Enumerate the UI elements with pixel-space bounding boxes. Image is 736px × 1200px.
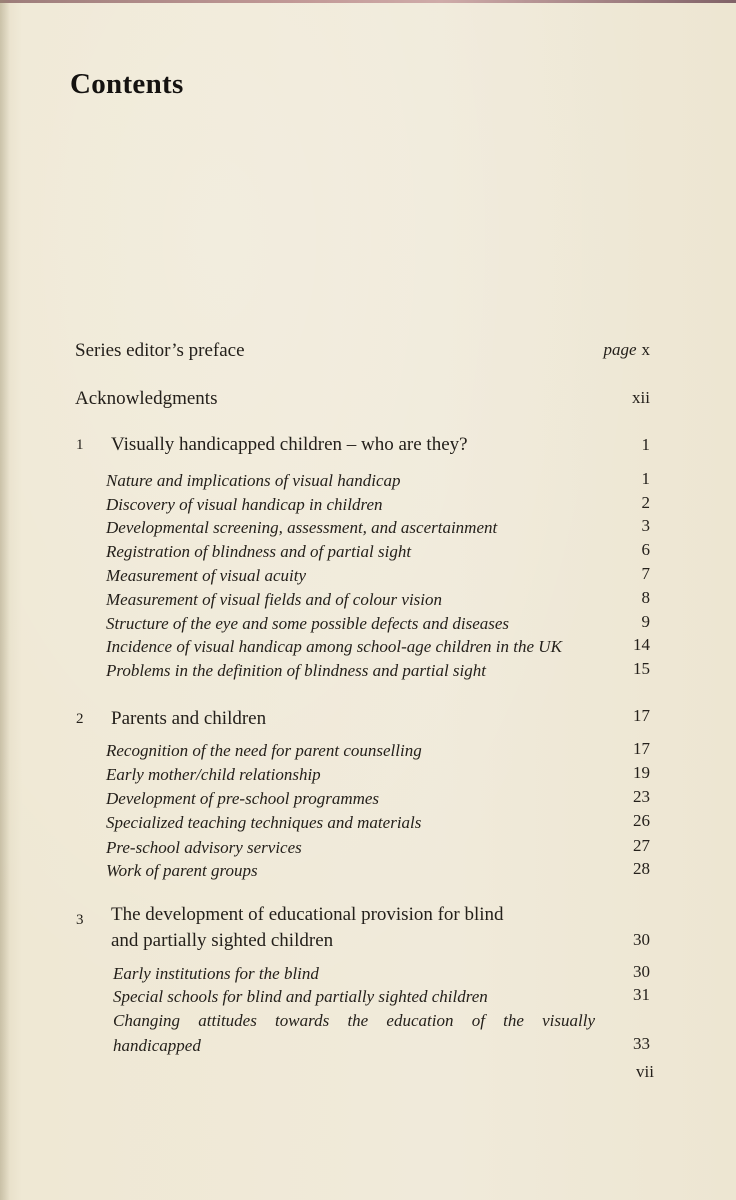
entry-page: xii bbox=[632, 388, 650, 407]
page-number: x bbox=[641, 340, 650, 359]
page-title: Contents bbox=[70, 68, 184, 100]
section-page: 23 bbox=[633, 787, 650, 806]
chapter-page: 17 bbox=[633, 706, 650, 725]
section-page: 3 bbox=[641, 516, 650, 535]
section-title: Specialized teaching techniques and materials bbox=[106, 813, 422, 832]
chapter-page: 1 bbox=[641, 435, 650, 454]
page-folio: vii bbox=[636, 1062, 654, 1081]
section-page: 8 bbox=[641, 588, 650, 607]
page-prefix: page bbox=[603, 340, 637, 359]
section-title: Structure of the eye and some possible defects and diseases bbox=[106, 614, 510, 633]
chapter-title-line-2: and partially sighted children bbox=[111, 930, 334, 951]
section-page: 30 bbox=[633, 962, 650, 981]
section-title: Development of pre-school programmes bbox=[106, 789, 380, 808]
chapter-page: 30 bbox=[633, 930, 650, 949]
section-page: 7 bbox=[641, 564, 650, 583]
section-page: 1 bbox=[641, 469, 650, 488]
entry-title: Series editor’s preface bbox=[75, 340, 245, 361]
section-page: 31 bbox=[633, 985, 650, 1004]
section-page: 17 bbox=[633, 739, 650, 758]
section-title-line-1: Changing attitudes towards the education of the visually bbox=[113, 1011, 595, 1030]
section-page: 6 bbox=[641, 540, 650, 559]
chapter-title: Visually handicapped children – who are they? bbox=[111, 434, 468, 455]
section-page: 15 bbox=[633, 659, 650, 678]
section-title: Pre-school advisory services bbox=[106, 838, 302, 857]
section-page: 27 bbox=[633, 836, 650, 855]
entry-title: Acknowledgments bbox=[75, 388, 218, 409]
section-title: Registration of blindness and of partial sight bbox=[106, 542, 412, 561]
section-page: 33 bbox=[633, 1034, 650, 1053]
section-title: Nature and implications of visual handicap bbox=[106, 471, 401, 490]
section-page: 28 bbox=[633, 859, 650, 878]
section-title: Measurement of visual acuity bbox=[106, 566, 307, 585]
section-page: 19 bbox=[633, 763, 650, 782]
chapter-number: 2 bbox=[76, 711, 84, 727]
section-title: Problems in the definition of blindness and partial sight bbox=[106, 661, 486, 680]
chapter-title: Parents and children bbox=[111, 708, 267, 729]
section-page: 2 bbox=[641, 493, 650, 512]
section-title: Incidence of visual handicap among school-age children in the UK bbox=[106, 637, 562, 656]
section-title: Developmental screening, assessment, and ascertainment bbox=[106, 518, 498, 537]
section-title: Discovery of visual handicap in children bbox=[106, 495, 383, 514]
section-title: Early institutions for the blind bbox=[113, 964, 319, 983]
page-top-edge bbox=[0, 0, 736, 3]
gutter-shadow bbox=[0, 0, 10, 1200]
section-title: Recognition of the need for parent counselling bbox=[106, 741, 422, 760]
chapter-number: 3 bbox=[76, 912, 84, 928]
section-title: Measurement of visual fields and of colour vision bbox=[106, 590, 443, 609]
section-page: 26 bbox=[633, 811, 650, 830]
section-page: 9 bbox=[641, 612, 650, 631]
section-title: Special schools for blind and partially sighted children bbox=[113, 987, 488, 1006]
entry-page bbox=[603, 340, 650, 360]
section-page: 14 bbox=[633, 635, 650, 654]
section-title: Work of parent groups bbox=[106, 861, 258, 880]
section-title-line-2: handicapped bbox=[113, 1036, 201, 1055]
chapter-title-line-1: The development of educational provision for blind bbox=[111, 904, 504, 925]
chapter-number: 1 bbox=[76, 437, 84, 453]
section-title: Early mother/child relationship bbox=[106, 765, 321, 784]
